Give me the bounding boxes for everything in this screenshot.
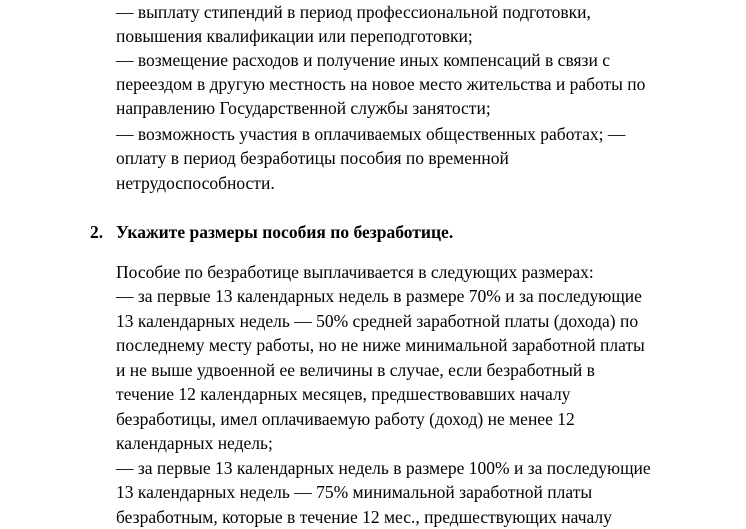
paragraph-line: — возмещение расходов и получение иных компенсаций в связи с — [116, 50, 610, 70]
paragraph-line: и не выше удвоенной ее величины в случае, если безработный в — [116, 360, 595, 380]
paragraph-line: течение 12 календарных месяцев, предшествовавших началу — [116, 384, 571, 404]
question-number: 2. — [90, 222, 104, 242]
paragraph-line: оплату в период безработицы пособия по временной — [116, 148, 509, 168]
question-heading: Укажите размеры пособия по безработице. — [116, 222, 454, 242]
paragraph-line: — выплату стипендий в период профессиональной подготовки, — [116, 2, 591, 22]
paragraph-line: нетрудоспособности. — [116, 173, 275, 193]
paragraph-line: безработицы, имел оплачиваемую работу (доход) не менее 12 — [116, 409, 575, 429]
paragraph-line: последнему месту работы, но не ниже минимальной заработной платы — [116, 335, 645, 355]
paragraph-line: — возможность участия в оплачиваемых общественных работах; — — [116, 124, 626, 144]
paragraph-line: направлению Государственной службы занятости; — [116, 98, 491, 118]
paragraph-line: переездом в другую местность на новое место жительства и работы по — [116, 74, 646, 94]
paragraph-line: Пособие по безработице выплачивается в следующих размерах: — [116, 262, 594, 282]
paragraph-line: 13 календарных недель — 50% средней заработной платы (дохода) по — [116, 311, 639, 331]
paragraph-line: — за первые 13 календарных недель в размере 100% и за последующие — [116, 458, 651, 478]
paragraph-line: календарных недель; — [116, 433, 273, 453]
paragraph-line: — за первые 13 календарных недель в размере 70% и за последующие — [116, 286, 642, 306]
paragraph-line: безработным, которые в течение 12 мес., предшествующих началу — [116, 507, 612, 527]
paragraph-line: 13 календарных недель — 75% минимальной заработной платы — [116, 482, 593, 502]
paragraph-line: повышения квалификации или переподготовки; — [116, 26, 473, 46]
